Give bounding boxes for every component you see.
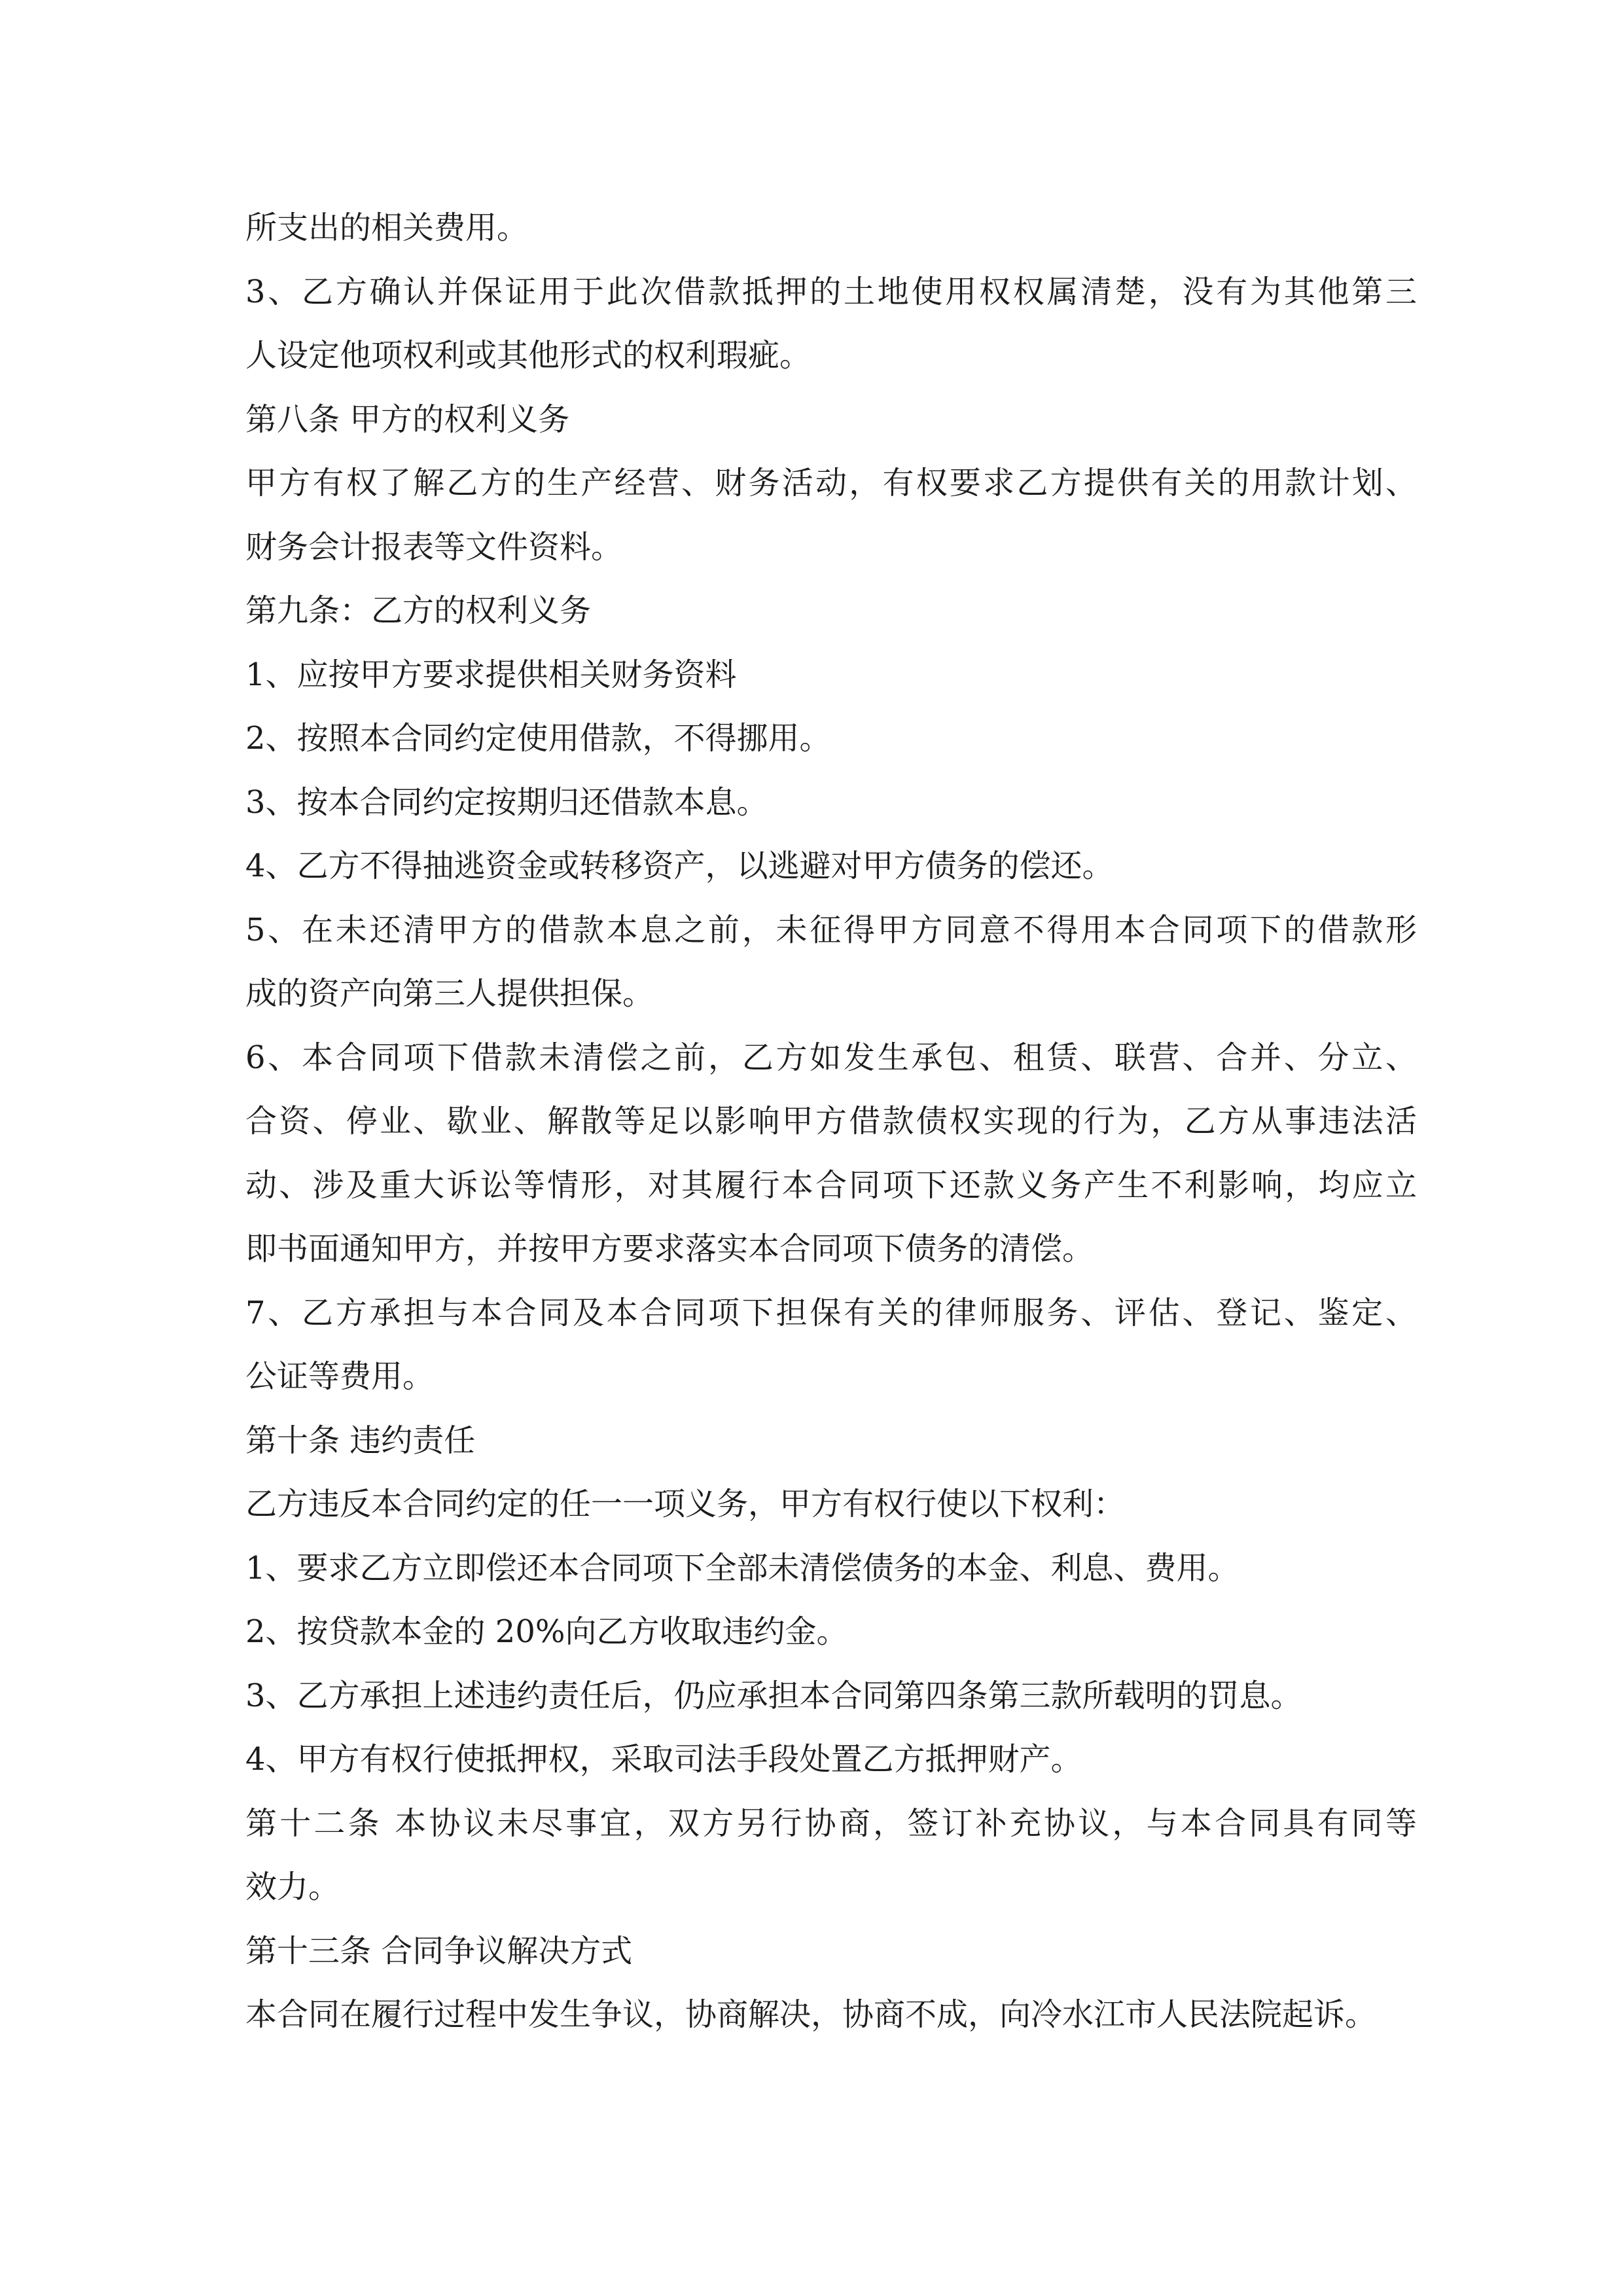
section-heading: 第八条 甲方的权利义务 — [245, 401, 570, 438]
text-line: 即书面通知甲方，并按甲方要求落实本合同项下债务的清偿。 — [245, 1230, 1094, 1267]
list-item: 7、乙方承担与本合同及本合同项下担保有关的律师服务、评估、登记、鉴定、 — [245, 1294, 1417, 1331]
text-line: 公证等费用。 — [245, 1358, 435, 1395]
text-line: 合资、停业、歇业、解散等足以影响甲方借款债权实现的行为，乙方从事违法活 — [245, 1103, 1417, 1139]
text-line: 甲方有权了解乙方的生产经营、财务活动，有权要求乙方提供有关的用款计划、 — [245, 465, 1417, 501]
text-line: 所支出的相关费用。 — [245, 209, 529, 246]
text-line: 动、涉及重大诉讼等情形，对其履行本合同项下还款义务产生不利影响，均应立 — [245, 1166, 1417, 1204]
document-body — [245, 196, 1417, 2047]
section-heading: 第十条 违约责任 — [245, 1422, 476, 1459]
list-item: 6、本合同项下借款未清偿之前，乙方如发生承包、租赁、联营、合并、分立、 — [245, 1039, 1417, 1076]
text-line: 乙方违反本合同约定的任一一项义务，甲方有权行使以下权利： — [245, 1486, 1126, 1522]
text-line: 人设定他项权利或其他形式的权利瑕疵。 — [245, 337, 812, 374]
section-heading: 第十二条 本协议未尽事宜，双方另行协商，签订补充协议，与本合同具有同等 — [245, 1804, 1417, 1842]
list-item: 4、乙方不得抽逃资金或转移资产，以逃避对甲方债务的偿还。 — [245, 848, 1114, 884]
list-item: 1、要求乙方立即偿还本合同项下全部未清偿债务的本金、利息、费用。 — [245, 1549, 1240, 1587]
text-line: 本合同在履行过程中发生争议，协商解决，协商不成，向冷水江市人民法院起诉。 — [245, 1996, 1377, 2033]
section-heading: 第十三条 合同争议解决方式 — [245, 1932, 633, 1969]
list-item: 2、按照本合同约定使用借款，不得挪用。 — [245, 720, 831, 757]
text-line: 财务会计报表等文件资料。 — [245, 528, 623, 565]
list-item: 4、甲方有权行使抵押权，采取司法手段处置乙方抵押财产。 — [245, 1741, 1082, 1778]
text-line: 3、乙方确认并保证用于此次借款抵押的土地使用权权属清楚，没有为其他第三 — [245, 273, 1417, 310]
list-item: 2、按贷款本金的 20%向乙方收取违约金。 — [245, 1613, 848, 1650]
text-line: 效力。 — [245, 1869, 340, 1905]
list-item: 3、乙方承担上述违约责任后，仍应承担本合同第四条第三款所载明的罚息。 — [245, 1677, 1302, 1714]
text-line: 成的资产向第三人提供担保。 — [245, 975, 654, 1012]
list-item: 5、在未还清甲方的借款本息之前，未征得甲方同意不得用本合同项下的借款形 — [245, 911, 1417, 948]
list-item: 1、应按甲方要求提供相关财务资料 — [245, 656, 737, 693]
section-heading: 第九条：乙方的权利义务 — [245, 592, 592, 629]
list-item: 3、按本合同约定按期归还借款本息。 — [245, 783, 768, 821]
